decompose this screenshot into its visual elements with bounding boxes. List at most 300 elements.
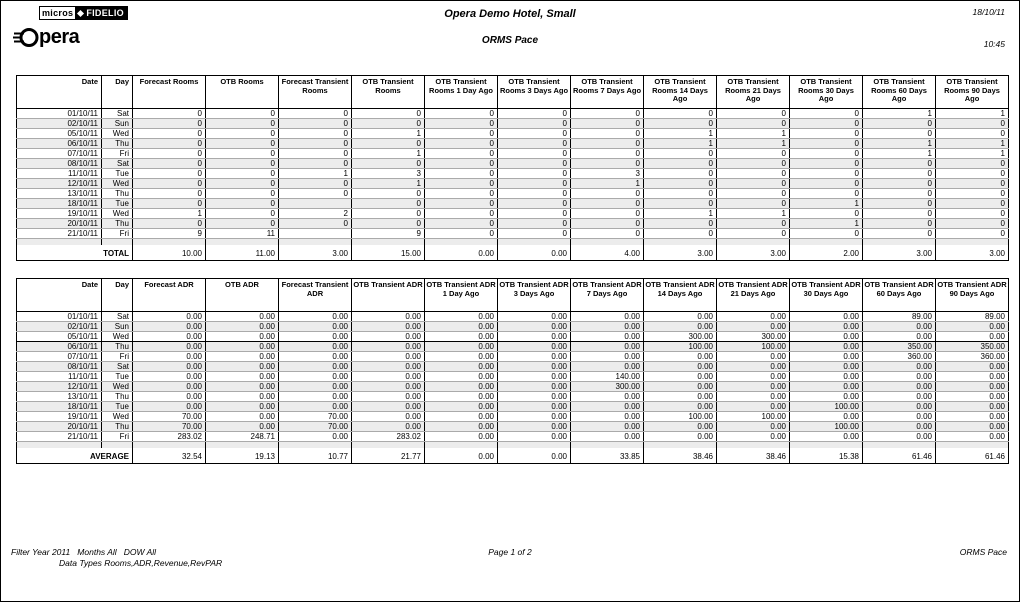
value-cell: 0.00	[717, 432, 790, 442]
data-types-info: Data Types Rooms,ADR,Revenue,RevPAR	[59, 557, 223, 568]
table-header-row	[17, 76, 1009, 109]
value-cell: 0.00	[644, 422, 717, 432]
summary-value-cell: 0.00	[498, 448, 571, 464]
footer-report-name: ORMS Pace	[959, 547, 1007, 557]
filter-info: Filter Year 2011 Months All DOW All	[11, 547, 157, 557]
value-cell: 0.00	[425, 412, 498, 422]
value-cell: 0.00	[498, 422, 571, 432]
day-cell: Wed	[102, 412, 133, 422]
value-cell: 0	[425, 109, 498, 119]
table-row	[17, 322, 1009, 332]
value-cell: 0.00	[425, 372, 498, 382]
value-cell: 0.00	[352, 402, 425, 412]
value-cell: 70.00	[133, 422, 206, 432]
report-time: 10:45	[983, 39, 1005, 49]
summary-row	[17, 448, 1009, 464]
value-cell: 0	[206, 159, 279, 169]
value-cell: 1	[644, 139, 717, 149]
value-cell: 0.00	[717, 372, 790, 382]
value-cell: 0.00	[133, 342, 206, 352]
summary-value-cell: 15.00	[352, 245, 425, 261]
value-cell: 0.00	[206, 412, 279, 422]
summary-label: AVERAGE	[17, 448, 133, 464]
table-row	[17, 372, 1009, 382]
table-row	[17, 392, 1009, 402]
day-cell: Tue	[102, 372, 133, 382]
value-cell: 0	[425, 199, 498, 209]
value-cell: 0.00	[279, 322, 352, 332]
value-cell: 0.00	[644, 432, 717, 442]
date-cell: 18/10/11	[17, 402, 102, 412]
value-cell: 0.00	[644, 372, 717, 382]
value-cell: 0.00	[279, 332, 352, 342]
summary-value-cell: 15.38	[790, 448, 863, 464]
day-cell: Fri	[102, 149, 133, 159]
value-cell: 0	[717, 179, 790, 189]
value-cell: 0.00	[425, 332, 498, 342]
value-cell: 0	[644, 169, 717, 179]
value-cell: 0	[133, 179, 206, 189]
value-cell: 0	[644, 179, 717, 189]
value-cell: 11	[206, 229, 279, 239]
value-cell: 0.00	[279, 342, 352, 352]
value-cell: 0.00	[644, 352, 717, 362]
column-header-cell: OTB ADR	[206, 279, 279, 312]
value-cell: 0.00	[571, 432, 644, 442]
value-cell: 0	[717, 189, 790, 199]
date-cell: 13/10/11	[17, 392, 102, 402]
value-cell	[279, 199, 352, 209]
value-cell: 0.00	[425, 312, 498, 322]
value-cell: 0	[352, 159, 425, 169]
value-cell: 0.00	[790, 352, 863, 362]
value-cell: 0.00	[206, 422, 279, 432]
value-cell: 0.00	[936, 432, 1009, 442]
value-cell: 0	[425, 219, 498, 229]
value-cell: 0	[133, 189, 206, 199]
value-cell: 0.00	[425, 392, 498, 402]
value-cell: 0	[425, 209, 498, 219]
column-header-cell: OTB Transient Rooms 3 Days Ago	[498, 76, 571, 109]
value-cell: 0.00	[206, 332, 279, 342]
value-cell: 0.00	[352, 392, 425, 402]
value-cell: 0	[571, 139, 644, 149]
value-cell: 0.00	[352, 332, 425, 342]
value-cell: 0	[352, 139, 425, 149]
summary-value-cell: 3.00	[936, 245, 1009, 261]
date-cell: 01/10/11	[17, 109, 102, 119]
value-cell: 248.71	[206, 432, 279, 442]
table-row	[17, 109, 1009, 119]
day-cell: Sun	[102, 119, 133, 129]
column-header-cell: OTB Transient ADR 90 Days Ago	[936, 279, 1009, 312]
value-cell: 0	[425, 139, 498, 149]
value-cell: 0.00	[571, 312, 644, 322]
value-cell: 0	[206, 169, 279, 179]
value-cell: 70.00	[279, 422, 352, 432]
value-cell: 1	[133, 209, 206, 219]
date-cell: 06/10/11	[17, 342, 102, 352]
table-row	[17, 352, 1009, 362]
day-cell: Sun	[102, 322, 133, 332]
value-cell: 0.00	[279, 352, 352, 362]
value-cell: 0	[133, 109, 206, 119]
value-cell: 0.00	[863, 402, 936, 412]
value-cell: 0	[498, 219, 571, 229]
value-cell: 0.00	[571, 362, 644, 372]
value-cell: 0.00	[863, 382, 936, 392]
fidelio-logo-text: FIDELIO	[76, 6, 128, 20]
value-cell: 0.00	[571, 342, 644, 352]
value-cell: 0	[790, 169, 863, 179]
date-cell: 02/10/11	[17, 322, 102, 332]
value-cell: 0	[498, 139, 571, 149]
value-cell: 0	[790, 229, 863, 239]
value-cell: 0.00	[133, 382, 206, 392]
value-cell: 0	[571, 209, 644, 219]
value-cell: 0	[936, 219, 1009, 229]
value-cell: 0	[790, 129, 863, 139]
value-cell: 0.00	[790, 342, 863, 352]
micros-logo-text: micros	[39, 6, 76, 20]
date-cell: 12/10/11	[17, 179, 102, 189]
value-cell: 100.00	[644, 342, 717, 352]
day-cell: Sat	[102, 312, 133, 322]
column-header-cell: OTB Transient ADR 3 Days Ago	[498, 279, 571, 312]
date-cell: 05/10/11	[17, 129, 102, 139]
day-cell: Tue	[102, 169, 133, 179]
value-cell: 0	[863, 159, 936, 169]
value-cell: 0	[790, 209, 863, 219]
column-header-cell: OTB Transient ADR 21 Days Ago	[717, 279, 790, 312]
value-cell: 0	[498, 149, 571, 159]
page-number: Page 1 of 2	[488, 547, 532, 557]
value-cell: 283.02	[352, 432, 425, 442]
value-cell: 0.00	[206, 322, 279, 332]
value-cell: 1	[863, 139, 936, 149]
value-cell: 0	[352, 219, 425, 229]
value-cell: 0	[936, 189, 1009, 199]
day-cell: Sat	[102, 159, 133, 169]
value-cell: 0	[644, 199, 717, 209]
table-row	[17, 402, 1009, 412]
value-cell: 0	[717, 159, 790, 169]
column-header-cell: OTB Transient Rooms 7 Days Ago	[571, 76, 644, 109]
date-cell: 19/10/11	[17, 412, 102, 422]
day-cell: Thu	[102, 189, 133, 199]
value-cell: 0	[644, 219, 717, 229]
date-cell: 02/10/11	[17, 119, 102, 129]
summary-value-cell: 19.13	[206, 448, 279, 464]
value-cell: 0	[863, 179, 936, 189]
value-cell: 1	[644, 129, 717, 139]
value-cell: 0.00	[206, 312, 279, 322]
column-header-cell: Day	[102, 279, 133, 312]
value-cell: 0	[352, 189, 425, 199]
value-cell: 0	[425, 119, 498, 129]
table-row	[17, 179, 1009, 189]
value-cell: 0	[863, 219, 936, 229]
table-row	[17, 312, 1009, 322]
value-cell: 0	[717, 199, 790, 209]
value-cell: 0	[498, 169, 571, 179]
value-cell: 0.00	[352, 352, 425, 362]
value-cell: 0	[279, 179, 352, 189]
value-cell: 1	[352, 179, 425, 189]
value-cell: 0.00	[717, 322, 790, 332]
value-cell: 0	[206, 119, 279, 129]
value-cell: 0	[133, 119, 206, 129]
day-cell: Thu	[102, 219, 133, 229]
value-cell: 0.00	[571, 422, 644, 432]
value-cell: 0.00	[936, 362, 1009, 372]
value-cell: 0	[206, 189, 279, 199]
summary-value-cell: 61.46	[863, 448, 936, 464]
column-header-cell: Forecast Rooms	[133, 76, 206, 109]
value-cell: 0.00	[206, 352, 279, 362]
value-cell: 0.00	[863, 372, 936, 382]
value-cell: 0.00	[790, 372, 863, 382]
value-cell: 0.00	[790, 362, 863, 372]
day-cell: Tue	[102, 199, 133, 209]
date-cell: 05/10/11	[17, 332, 102, 342]
value-cell: 0	[498, 199, 571, 209]
report-date: 18/10/11	[972, 7, 1005, 17]
value-cell: 0	[790, 179, 863, 189]
day-cell: Wed	[102, 179, 133, 189]
value-cell: 0.00	[425, 382, 498, 392]
value-cell: 0	[790, 119, 863, 129]
value-cell: 100.00	[790, 402, 863, 412]
value-cell: 0.00	[206, 402, 279, 412]
value-cell: 0	[498, 209, 571, 219]
value-cell: 0.00	[498, 372, 571, 382]
opera-logo-text: pera	[39, 25, 80, 48]
value-cell: 0	[863, 129, 936, 139]
value-cell: 0	[498, 179, 571, 189]
value-cell: 0	[717, 229, 790, 239]
value-cell: 0.00	[863, 362, 936, 372]
date-cell: 08/10/11	[17, 159, 102, 169]
value-cell: 0.00	[717, 382, 790, 392]
value-cell: 0	[790, 159, 863, 169]
column-header-cell: Day	[102, 76, 133, 109]
value-cell: 0.00	[498, 392, 571, 402]
summary-value-cell: 10.00	[133, 245, 206, 261]
column-header-cell: OTB Transient ADR 60 Days Ago	[863, 279, 936, 312]
summary-label: TOTAL	[17, 245, 133, 261]
value-cell: 100.00	[790, 422, 863, 432]
value-cell: 2	[279, 209, 352, 219]
summary-value-cell: 0.00	[498, 245, 571, 261]
value-cell: 1	[863, 109, 936, 119]
value-cell: 1	[717, 129, 790, 139]
column-header-cell: OTB Transient Rooms 60 Days Ago	[863, 76, 936, 109]
value-cell: 3	[352, 169, 425, 179]
value-cell: 0	[790, 109, 863, 119]
value-cell: 0	[133, 159, 206, 169]
day-cell: Thu	[102, 392, 133, 402]
value-cell: 0	[425, 229, 498, 239]
value-cell: 0.00	[863, 412, 936, 422]
value-cell: 0	[644, 149, 717, 159]
value-cell: 0.00	[717, 422, 790, 432]
value-cell: 0.00	[279, 392, 352, 402]
value-cell: 0.00	[717, 402, 790, 412]
value-cell: 0	[498, 109, 571, 119]
value-cell: 1	[717, 209, 790, 219]
value-cell: 0.00	[352, 412, 425, 422]
column-header-cell: OTB Transient Rooms 30 Days Ago	[790, 76, 863, 109]
day-cell: Sat	[102, 362, 133, 372]
value-cell: 0.00	[498, 312, 571, 322]
date-cell: 01/10/11	[17, 312, 102, 322]
table-row	[17, 229, 1009, 239]
day-cell: Fri	[102, 432, 133, 442]
value-cell: 0.00	[133, 372, 206, 382]
value-cell: 0.00	[279, 312, 352, 322]
date-cell: 19/10/11	[17, 209, 102, 219]
value-cell: 0	[936, 229, 1009, 239]
value-cell: 0.00	[936, 372, 1009, 382]
value-cell: 0.00	[571, 352, 644, 362]
summary-value-cell: 38.46	[644, 448, 717, 464]
table-row	[17, 219, 1009, 229]
value-cell: 0.00	[644, 392, 717, 402]
value-cell: 1	[790, 219, 863, 229]
value-cell: 70.00	[133, 412, 206, 422]
value-cell: 0.00	[790, 382, 863, 392]
table-row	[17, 139, 1009, 149]
value-cell: 0.00	[352, 312, 425, 322]
value-cell: 0	[936, 179, 1009, 189]
value-cell: 0	[279, 109, 352, 119]
value-cell: 0.00	[790, 392, 863, 402]
value-cell: 0	[644, 109, 717, 119]
value-cell: 0.00	[206, 392, 279, 402]
date-cell: 18/10/11	[17, 199, 102, 209]
value-cell: 0.00	[498, 362, 571, 372]
value-cell: 0	[133, 129, 206, 139]
value-cell: 0.00	[279, 362, 352, 372]
value-cell: 0.00	[863, 322, 936, 332]
summary-value-cell: 38.46	[717, 448, 790, 464]
value-cell	[279, 229, 352, 239]
value-cell: 0.00	[279, 372, 352, 382]
summary-value-cell: 33.85	[571, 448, 644, 464]
date-cell: 20/10/11	[17, 219, 102, 229]
value-cell: 0.00	[717, 352, 790, 362]
value-cell: 0	[206, 209, 279, 219]
value-cell: 0	[936, 199, 1009, 209]
value-cell: 0	[352, 109, 425, 119]
table-row	[17, 149, 1009, 159]
value-cell: 0.00	[498, 342, 571, 352]
table-row	[17, 332, 1009, 342]
value-cell: 0	[790, 139, 863, 149]
value-cell: 3	[571, 169, 644, 179]
value-cell: 0.00	[206, 342, 279, 352]
value-cell: 0	[498, 189, 571, 199]
value-cell: 0	[863, 199, 936, 209]
column-header-cell: OTB Transient Rooms 14 Days Ago	[644, 76, 717, 109]
table-row	[17, 189, 1009, 199]
value-cell: 0.00	[790, 332, 863, 342]
value-cell: 0	[717, 119, 790, 129]
value-cell: 360.00	[936, 352, 1009, 362]
table-row	[17, 362, 1009, 372]
summary-value-cell: 0.00	[425, 448, 498, 464]
summary-value-cell: 0.00	[425, 245, 498, 261]
value-cell: 0	[133, 149, 206, 159]
day-cell: Wed	[102, 382, 133, 392]
column-header-cell: OTB Transient ADR 30 Days Ago	[790, 279, 863, 312]
table-row	[17, 432, 1009, 442]
value-cell: 1	[352, 129, 425, 139]
column-header-cell: OTB Transient Rooms 90 Days Ago	[936, 76, 1009, 109]
value-cell: 0.00	[133, 352, 206, 362]
value-cell: 1	[644, 209, 717, 219]
date-cell: 21/10/11	[17, 432, 102, 442]
value-cell: 0	[279, 149, 352, 159]
summary-value-cell: 10.77	[279, 448, 352, 464]
value-cell: 0	[279, 139, 352, 149]
column-header-cell: OTB Transient ADR 1 Day Ago	[425, 279, 498, 312]
value-cell: 0.00	[206, 372, 279, 382]
value-cell: 0	[717, 219, 790, 229]
value-cell: 0.00	[206, 362, 279, 372]
table-row	[17, 412, 1009, 422]
value-cell: 1	[936, 149, 1009, 159]
value-cell: 0.00	[133, 312, 206, 322]
date-cell: 07/10/11	[17, 352, 102, 362]
value-cell: 0	[498, 129, 571, 139]
value-cell: 0.00	[571, 412, 644, 422]
date-cell: 12/10/11	[17, 382, 102, 392]
value-cell: 0	[133, 169, 206, 179]
value-cell: 0.00	[936, 422, 1009, 432]
value-cell: 0	[425, 129, 498, 139]
value-cell: 0	[936, 209, 1009, 219]
value-cell: 0	[498, 159, 571, 169]
value-cell: 0	[279, 119, 352, 129]
value-cell: 0	[425, 169, 498, 179]
date-cell: 11/10/11	[17, 169, 102, 179]
table-row	[17, 169, 1009, 179]
value-cell: 0.00	[352, 322, 425, 332]
value-cell: 0	[133, 199, 206, 209]
value-cell: 0	[790, 149, 863, 159]
value-cell: 0.00	[279, 432, 352, 442]
date-cell: 11/10/11	[17, 372, 102, 382]
value-cell: 0	[425, 149, 498, 159]
value-cell: 1	[279, 169, 352, 179]
value-cell: 0	[206, 199, 279, 209]
day-cell: Wed	[102, 209, 133, 219]
value-cell: 0	[571, 219, 644, 229]
value-cell: 0	[279, 159, 352, 169]
value-cell: 0.00	[425, 322, 498, 332]
value-cell: 0.00	[279, 382, 352, 392]
value-cell: 0.00	[498, 382, 571, 392]
value-cell: 0	[863, 169, 936, 179]
value-cell: 89.00	[863, 312, 936, 322]
value-cell: 100.00	[644, 412, 717, 422]
summary-row	[17, 245, 1009, 261]
rooms-pace-table	[16, 75, 1009, 261]
table-row	[17, 382, 1009, 392]
value-cell: 0	[571, 119, 644, 129]
